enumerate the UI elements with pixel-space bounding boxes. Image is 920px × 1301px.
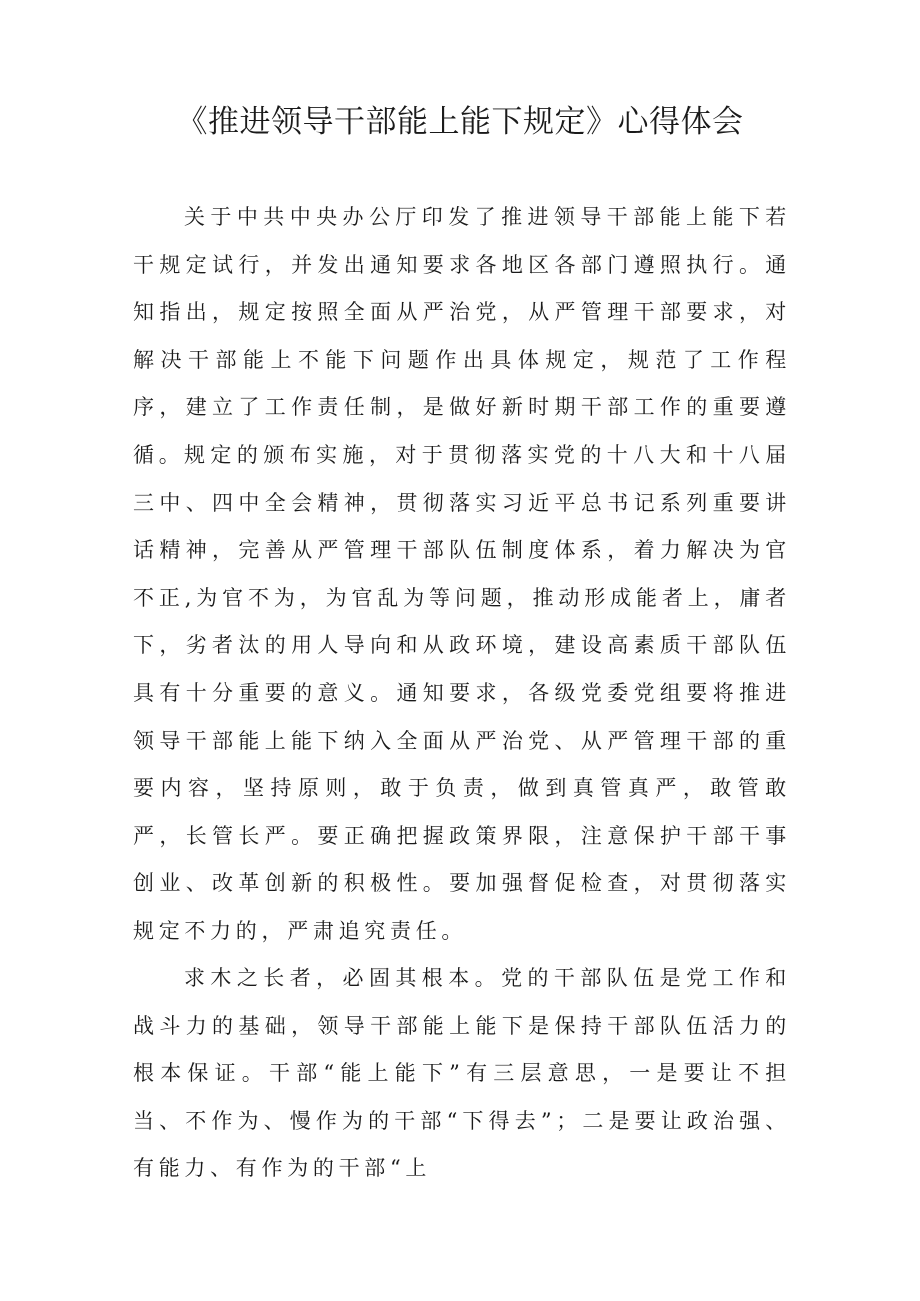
paragraph-2: 规定的颁布实施，对于贯彻落实党的十八大和十八届三中、四中全会精神，贯彻落实习近平总书记系列重要讲话精神，完善从严管理干部队伍制度体系，着力解决为官不正,为官不为，为官乱为等问题，推动形成能者上，庸者下，劣者汰的用人导向和从政环境，建设高素质干部队伍具有十分重要的意义。通知要求，各级党委党组要将推进领导干部能上能下纳入全面从严治党、从严管理干部的重要内容，坚持原则，敢于负责，做到真管真严，敢管敢严，长管长严。要正确把握政策界限，注意保护干部干事创业、改革创新的积极性。要加强督促检查，对贯彻落实规定不力的，严肃追究责任。 [133,443,791,943]
document-title: 《推进领导干部能上能下规定》心得体会 [176,104,744,140]
paragraph-3: 求木之长者，必固其根本。党的干部队伍是党工作和战斗力的基础，领导干部能上能下是保持干部队伍活力的根本保证。干部“能上能下”有三层意思，一是要让不担当、不作为、慢作为的干部“下得去”；二是要让政治强、有能力、有作为的干部“上 [133,966,791,1181]
paragraph-1: 关于中共中央办公厅印发了推进领导干部能上能下若干规定试行，并发出通知要求各地区各部门遵照执行。通知指出，规定按照全面从严治党，从严管理干部要求，对解决干部能上不能下问题作出具体规定，规范了工作程序，建立了工作责任制，是做好新时期干部工作的重要遵循。 [133,205,791,467]
